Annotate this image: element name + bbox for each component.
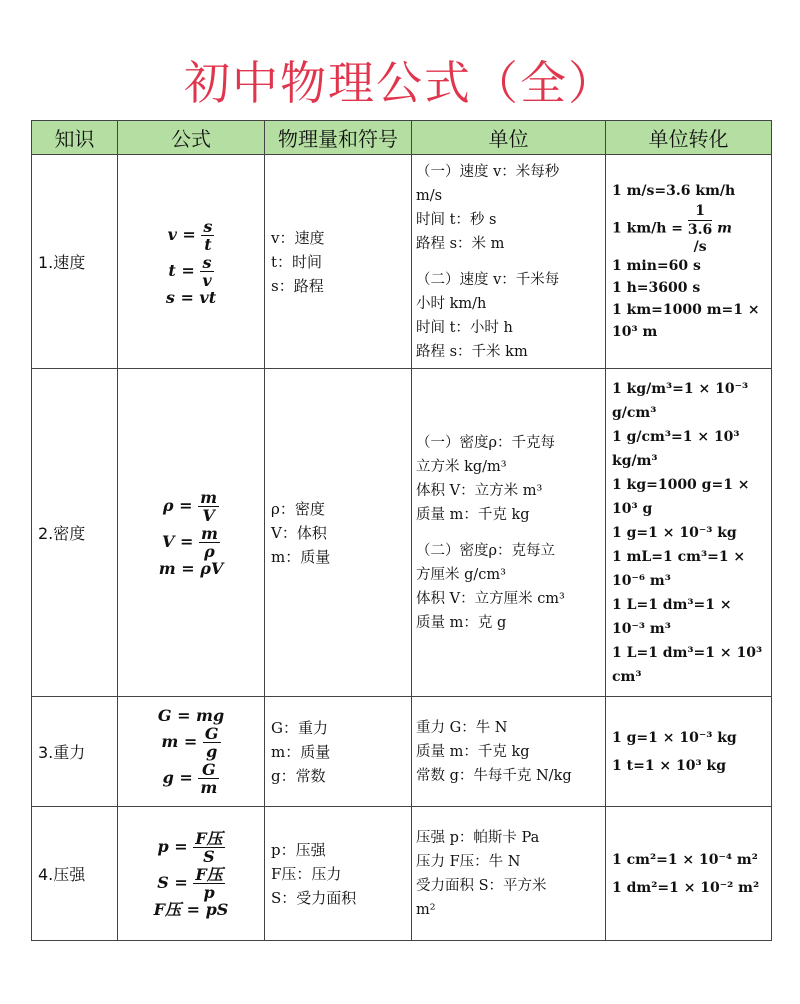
conversion-line: 1 g=1 × 10⁻³ kg <box>612 524 737 541</box>
unit-line: 路程 s：千米 km <box>416 343 528 360</box>
unit-line: 小时 km/h <box>416 295 487 312</box>
unit-line: 压强 p：帕斯卡 Pa <box>416 829 540 846</box>
unit-line: （一）速度 v：米每秒 <box>416 163 560 180</box>
header-formula: 公式 <box>118 121 265 155</box>
symbol-cell <box>265 369 412 697</box>
formula-line: F压 = pS <box>153 899 229 919</box>
symbol-line: g：常数 <box>271 766 326 785</box>
formula-line: g = $\frac{G}{m}$ <box>162 759 218 797</box>
table-row <box>32 697 772 807</box>
formula-cell <box>118 369 265 697</box>
conversion-line: 1 t=1 × 10³ kg <box>612 757 727 774</box>
symbol-line: v：速度 <box>271 228 325 247</box>
formula-line: G = mg <box>157 705 225 725</box>
conversion-line: 1 L=1 dm³=1 × <box>612 596 732 613</box>
unit-cell <box>412 697 606 807</box>
formula-cell <box>118 155 265 369</box>
formula-cell <box>118 807 265 941</box>
unit-line: 质量 m：千克 kg <box>416 506 530 523</box>
formula-line: p = $\frac{\text{F压}}{S}$ <box>157 828 223 866</box>
conversion-line: 1 min=60 s <box>612 258 701 274</box>
symbol-line: G：重力 <box>271 718 328 737</box>
unit-line: 重力 G：牛 N <box>416 719 508 736</box>
unit-line: （二）密度ρ：克每立 <box>416 542 556 559</box>
symbol-cell <box>265 155 412 369</box>
conversion-line: 1 kg/m³=1 × 10⁻³ <box>612 380 749 397</box>
table-row <box>32 155 772 369</box>
unit-line: 时间 t：小时 h <box>416 319 513 336</box>
formula-line: V = $\frac{m}{\rho}$ <box>162 523 218 561</box>
unit-cell <box>412 369 606 697</box>
knowledge-cell: 3.重力 <box>32 697 118 807</box>
formula-table <box>31 120 772 941</box>
conversion-line: g/cm³ <box>612 404 657 421</box>
header-unit: 单位 <box>412 121 606 155</box>
formula-line: s = vt <box>165 287 217 307</box>
knowledge-cell: 4.压强 <box>32 807 118 941</box>
conversion-line: 1 km=1000 m=1 × <box>612 302 760 318</box>
table-row <box>32 807 772 941</box>
conversion-line: cm³ <box>612 668 642 685</box>
conversion-line: 1 L=1 dm³=1 × 10³ <box>612 644 763 661</box>
conversion-line: 1 kg=1000 g=1 × <box>612 476 750 493</box>
knowledge-cell: 1.速度 <box>32 155 118 369</box>
conversion-line: 1 h=3600 s <box>612 280 701 296</box>
unit-line: m² <box>416 901 436 918</box>
symbol-line: F压：压力 <box>271 864 342 883</box>
unit-line: 质量 m：千克 kg <box>416 743 530 760</box>
symbol-line: p：压强 <box>271 840 326 859</box>
header-unit-conversion: 单位转化 <box>606 121 772 155</box>
unit-cell <box>412 155 606 369</box>
formula-line: m = ρV <box>158 558 224 578</box>
formula-line: v = $\frac{s}{t}$ <box>167 216 213 254</box>
unit-line: 体积 V：立方厘米 cm³ <box>416 590 565 607</box>
unit-line: m/s <box>416 187 443 204</box>
header-knowledge: 知识 <box>32 121 118 155</box>
unit-line: 常数 g：牛每千克 N/kg <box>416 767 572 784</box>
conversion-line: 10⁻³ m³ <box>612 620 671 637</box>
unit-line: （一）密度ρ：千克每 <box>416 434 556 451</box>
symbol-line: S：受力面积 <box>271 888 357 907</box>
table-row <box>32 369 772 697</box>
header-row <box>32 121 772 155</box>
symbol-cell <box>265 807 412 941</box>
conversion-cell <box>606 155 772 369</box>
page-title: 初中物理公式（全） <box>184 56 616 110</box>
formula-cell <box>118 697 265 807</box>
formula-line: ρ = $\frac{m}{V}$ <box>162 487 218 525</box>
formula-line: t = $\frac{s}{v}$ <box>168 252 212 290</box>
conversion-line: 10³ m <box>612 324 658 340</box>
conversion-cell <box>606 697 772 807</box>
unit-line: 受力面积 S：平方米 <box>416 877 547 894</box>
conversion-line: 1 g/cm³=1 × 10³ <box>612 428 740 445</box>
conversion-line: 1 km/h = 1 3.6 /s m <box>612 203 732 255</box>
conversion-line: 1 g=1 × 10⁻³ kg <box>612 729 737 746</box>
formula-line: m = $\frac{G}{g}$ <box>161 723 219 761</box>
formula-line: S = $\frac{\text{F压}}{p}$ <box>157 864 223 902</box>
symbol-cell <box>265 697 412 807</box>
conversion-line: 1 m/s=3.6 km/h <box>612 183 736 199</box>
unit-cell <box>412 807 606 941</box>
symbol-line: V：体积 <box>271 523 327 542</box>
conversion-line: kg/m³ <box>612 452 658 469</box>
conversion-line: 10⁻⁶ m³ <box>612 572 671 589</box>
conversion-line: 1 cm²=1 × 10⁻⁴ m² <box>612 851 758 868</box>
knowledge-cell: 2.密度 <box>32 369 118 697</box>
unit-line: 立方米 kg/m³ <box>416 458 507 475</box>
conversion-line: 10³ g <box>612 500 653 517</box>
symbol-line: m：质量 <box>271 742 331 761</box>
conversion-line: 1 dm²=1 × 10⁻² m² <box>612 879 760 896</box>
unit-line: 时间 t：秒 s <box>416 211 497 228</box>
conversion-line: 1 mL=1 cm³=1 × <box>612 548 746 565</box>
unit-line: 质量 m：克 g <box>416 614 507 631</box>
conversion-cell <box>606 807 772 941</box>
unit-line: 方厘米 g/cm³ <box>416 566 506 583</box>
symbol-line: ρ：密度 <box>271 499 325 518</box>
unit-line: 路程 s：米 m <box>416 235 505 252</box>
unit-line: 压力 F压：牛 N <box>416 853 521 870</box>
header-quantity-symbol: 物理量和符号 <box>265 121 412 155</box>
symbol-line: s：路程 <box>271 276 324 295</box>
symbol-line: m：质量 <box>271 547 331 566</box>
symbol-line: t：时间 <box>271 252 323 271</box>
unit-line: 体积 V：立方米 m³ <box>416 482 543 499</box>
conversion-cell <box>606 369 772 697</box>
unit-line: （二）速度 v：千米每 <box>416 271 560 288</box>
